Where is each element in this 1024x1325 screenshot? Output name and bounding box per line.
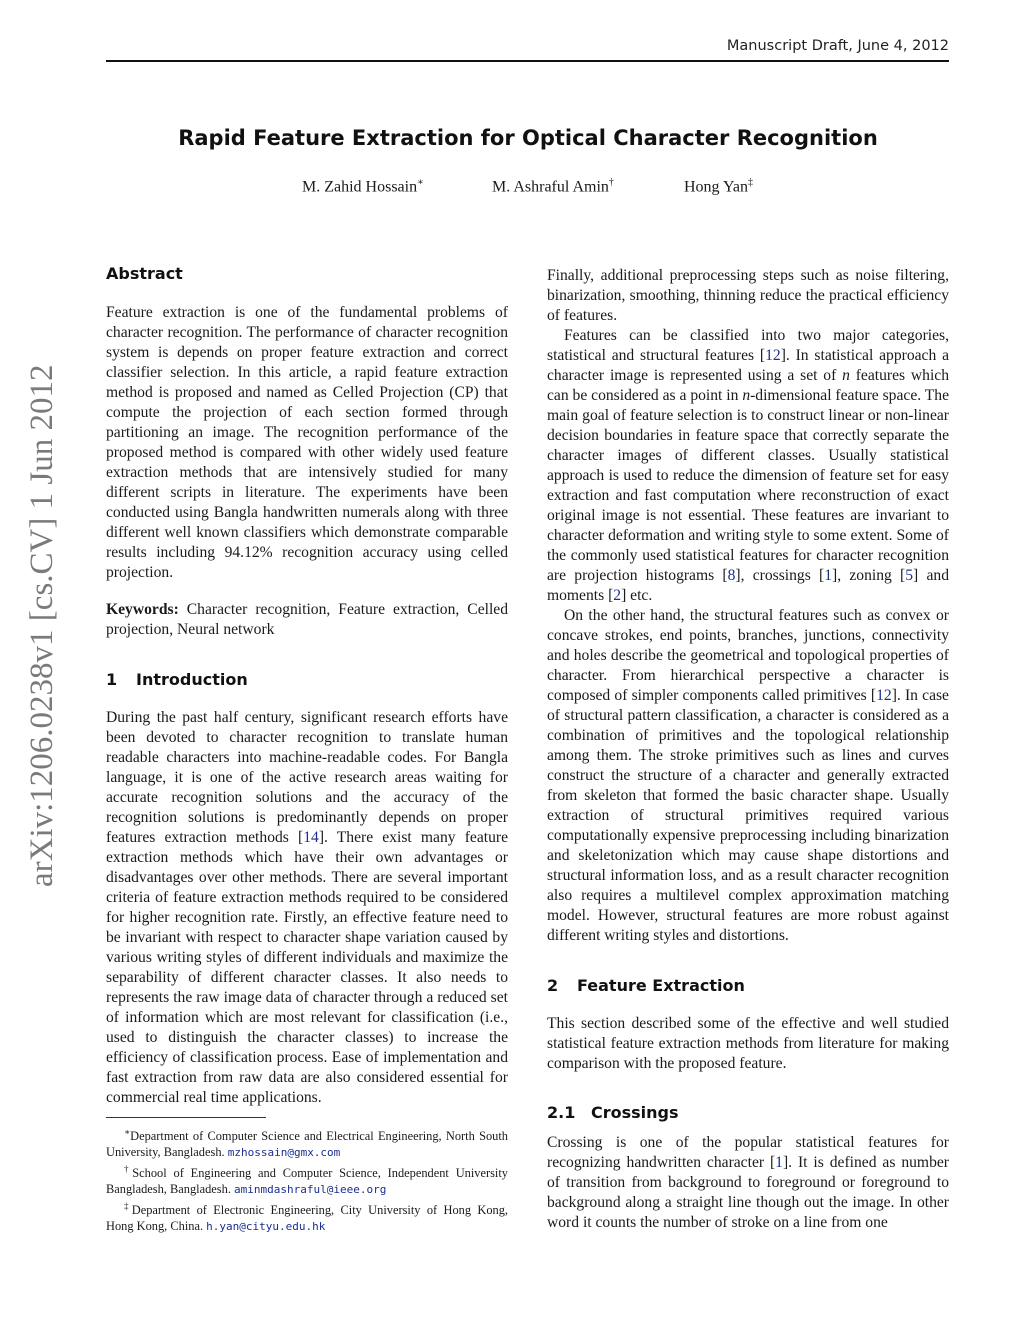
abstract-text: Feature extraction is one of the fundamental problems of character recognition. The performance of character recognition system is depends on proper feature extraction and correct classifier selection. In this article, a rapid feature extraction method is proposed and named as Celled Projection (CP) that compute the projection of each section formed through partitioning an image. The recognition performance of the proposed method is compared with other widely used feature extraction methods that are intensively studied for many different scripts in literature. The experiments have been conducted using Bangla handwritten numerals along with three different well known classifiers which demonstrate comparable results including 94.12% recognition accuracy using celled projection. <box>106 304 508 581</box>
citation-link[interactable]: 2 <box>613 587 622 604</box>
running-header: Manuscript Draft, June 4, 2012 <box>726 38 949 54</box>
right-column <box>547 266 949 1233</box>
body-paragraph: On the other hand, the structural features such as convex or concave strokes, end points, branches, junctions, connectivity and holes describe the geometrical and topological properties of character. From hierarchical perspective a character is composed of simpler components called primitives [12]. In case of structural pattern classification, a character is considered as a combination of primitives and the topological relationship among them. The stroke primitives such as lines and curves construct the structure of a character and generally extracted from skeleton that formed the basic character shape. Usually extraction of structural primitives required various computationally expensive preprocessing including binarization and skeletonization which may cause shape distortions and structural information loss, and as a result character recognition also requires a multilevel complex approximation matching model. However, structural features are more robust against different writing styles and distortions. <box>547 607 949 944</box>
footnote: ∗Department of Computer Science and Electrical Engineering, North South University, Bangladesh. mzhossain@gmx.com <box>106 1127 508 1160</box>
footnote: †School of Engineering and Computer Science, Independent University Bangladesh, Bangladesh. aminmdashraful@ieee.org <box>106 1164 509 1197</box>
citation-link[interactable]: 1 <box>824 567 833 584</box>
citation-link[interactable]: 8 <box>727 567 736 584</box>
citation-link[interactable]: 12 <box>876 687 892 704</box>
citation-link[interactable]: 12 <box>765 347 781 364</box>
citation-link[interactable]: 5 <box>905 567 914 584</box>
author-list <box>302 177 772 199</box>
citation-link[interactable]: 14 <box>303 829 319 846</box>
section-heading-introduction: 1 Introduction <box>106 670 248 689</box>
section-heading-feature-extraction: 2 Feature Extraction <box>547 976 745 995</box>
intro-paragraph: During the past half century, significant research efforts have been devoted to character recognition to translate human readable characters into machine-readable codes. For Bangla language, it is one of the active research areas waiting for accurate recognition solutions and the accuracy of the recognition solutions is predominantly depends on proper features extraction methods [14]. There exist many feature extraction methods which have their own advantages or disadvantages over other methods. There are several important criteria of feature extraction methods required to be considered for higher recognition rate. Firstly, an effective feature need to be invariant with respect to character shape variation caused by various writing styles of different individuals and maximize the separability of different character classes. It also needs to represents the raw image data of character through a reduced set of information which are most relevant for classification (i.e., used to distinguish the character classes) to increase the efficiency of classification process. Ease of implementation and fast extraction from raw data are also considered essential for commercial real time applications. <box>106 709 508 1106</box>
footnote-rule <box>106 1117 266 1118</box>
paper-title: Rapid Feature Extraction for Optical Character Recognition <box>178 126 878 150</box>
email-link[interactable]: aminmdashraful@ieee.org <box>234 1183 387 1197</box>
keywords: Keywords: Character recognition, Feature extraction, Celled projection, Neural network <box>106 601 508 638</box>
left-column <box>106 264 508 1235</box>
author: M. Zahid Hossain∗ <box>302 177 424 196</box>
author: M. Ashraful Amin† <box>492 177 614 196</box>
footnote: ‡Department of Electronic Engineering, City University of Hong Kong, Hong Kong, China. h.yan@cityu.edu.hk <box>106 1201 509 1234</box>
header-rule <box>106 60 949 62</box>
abstract-heading: Abstract <box>106 264 183 283</box>
section2-text: This section described some of the effective and well studied statistical feature extraction methods from literature for making comparison with the proposed feature. <box>547 1015 949 1072</box>
body-paragraph: Features can be classified into two major categories, statistical and structural features [12]. In statistical approach a character image is represented using a set of n features which can be considered as a point in n-dimensional feature space. The main goal of feature selection is to construct linear or non-linear decision boundaries in feature space that correctly separate the character images of different classes. Usually statistical approach is used to reduce the dimension of feature set for easy extraction and fast computation where reconstruction of exact original image is not essential. These features are invariant to character deformation and writing style to some extent. Some of the commonly used statistical features for character recognition are projection histograms [8], crossings [1], zoning [5] and moments [2] etc. <box>547 327 950 604</box>
author: Hong Yan‡ <box>684 177 754 196</box>
arxiv-stamp: arXiv:1206.0238v1 [cs.CV] 1 Jun 2012 <box>24 364 60 887</box>
body-paragraph: Finally, additional preprocessing steps such as noise filtering, binarization, smoothing, thinning reduce the practical efficiency of features. <box>547 267 949 324</box>
crossings-text: Crossing is one of the popular statistical features for recognizing handwritten character [1]. It is defined as number of transition from background to foreground or foreground to background along a straight line though out the image. In other word it counts the number of stroke on a line from one <box>547 1134 949 1231</box>
subsection-heading-crossings: 2.1 Crossings <box>547 1103 679 1122</box>
citation-link[interactable]: 1 <box>775 1154 783 1171</box>
email-link[interactable]: mzhossain@gmx.com <box>227 1146 341 1160</box>
email-link[interactable]: h.yan@cityu.edu.hk <box>206 1220 326 1234</box>
